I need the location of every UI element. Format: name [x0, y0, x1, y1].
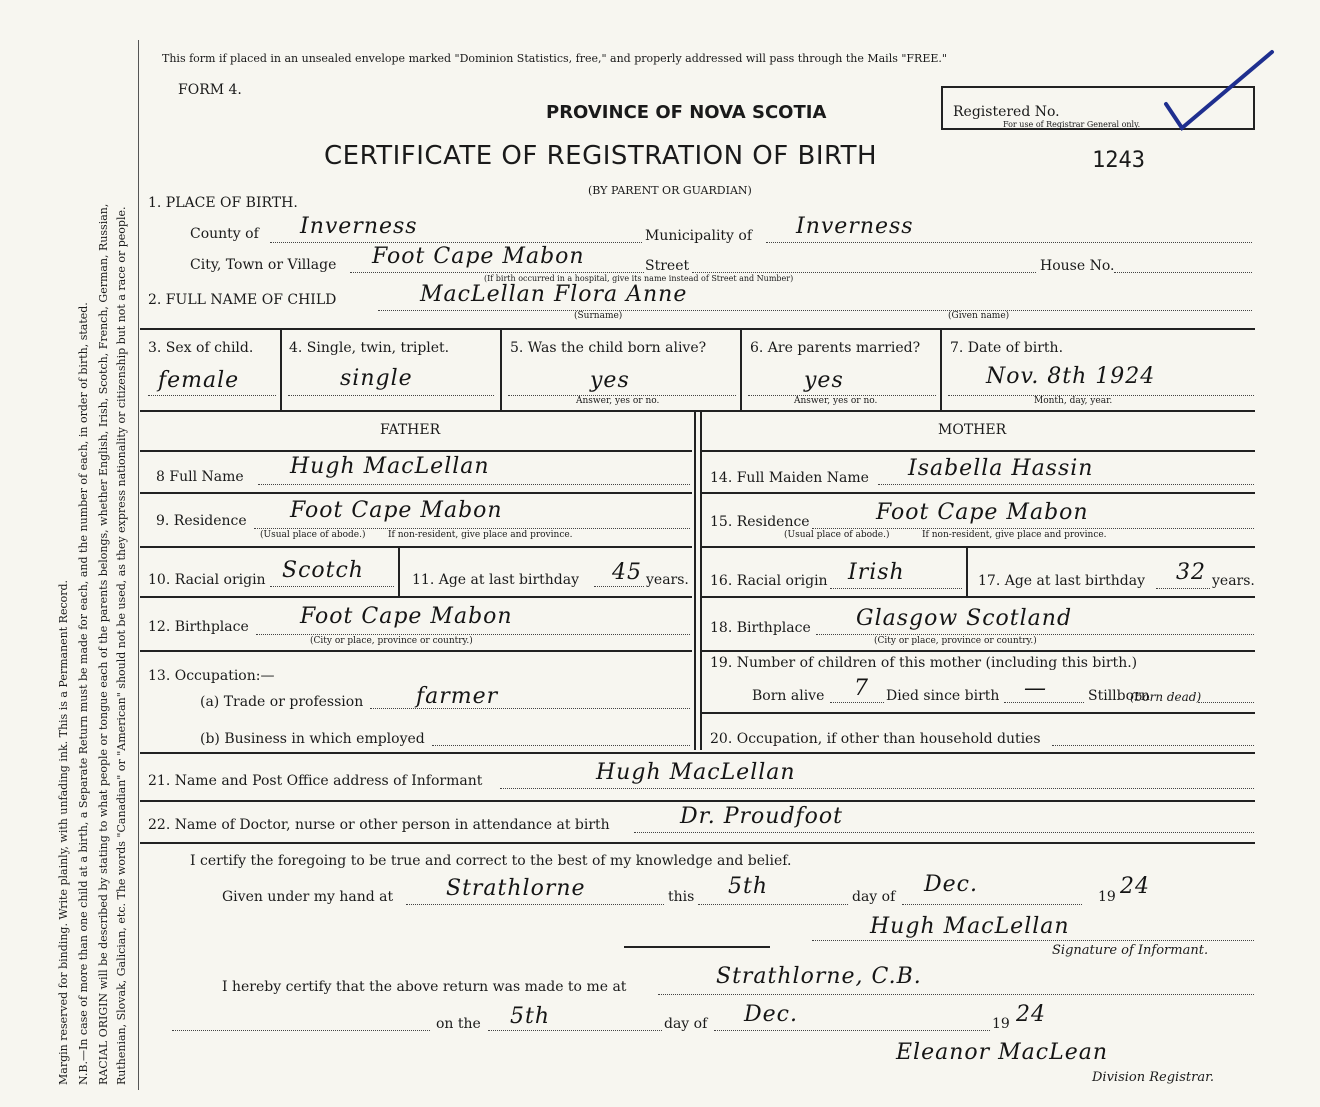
father-residence-label: 9. Residence — [156, 513, 247, 529]
non-resident-caption-1: If non-resident, give place and province. — [388, 530, 573, 540]
died-label: Died since birth — [886, 688, 1000, 704]
county-value: Inverness — [300, 214, 418, 239]
certificate-subtitle: (BY PARENT OR GUARDIAN) — [588, 184, 752, 197]
city-label: City, Town or Village — [190, 257, 337, 273]
born-alive-question: 5. Was the child born alive? — [510, 340, 707, 356]
check-mark-icon — [1160, 46, 1280, 136]
side-note-3: RACIAL ORIGIN will be described by stating to what people or tongue each of the parents belongs, whether English, Irish, Scotch, French, German, Russian, — [97, 203, 110, 1085]
father-birthplace-label: 12. Birthplace — [148, 619, 249, 635]
plurality-value: single — [340, 366, 413, 391]
informant-label: 21. Name and Post Office address of Informant — [148, 773, 483, 789]
mother-name-value: Isabella Hassin — [908, 456, 1094, 481]
given-year-prefix: 19 — [1098, 889, 1116, 905]
made-day-value: 5th — [510, 1004, 551, 1029]
given-day-of-label: day of — [852, 889, 896, 905]
doctor-label: 22. Name of Doctor, nurse or other person in attendance at birth — [148, 817, 610, 833]
answer-caption-1: Answer, yes or no. — [576, 396, 660, 406]
on-the-label: on the — [436, 1016, 481, 1032]
mother-birthplace-value: Glasgow Scotland — [856, 606, 1073, 631]
child-name-label: 2. FULL NAME OF CHILD — [148, 292, 337, 308]
given-name-caption: (Given name) — [948, 311, 1010, 321]
given-at-value: Strathlorne — [446, 876, 586, 901]
house-no-label: House No. — [1040, 258, 1115, 274]
registered-label: Registered No. — [953, 104, 1060, 120]
municipality-value: Inverness — [796, 214, 914, 239]
registrar-signature: Eleanor MacLean — [896, 1040, 1109, 1065]
born-alive-label: Born alive — [752, 688, 825, 704]
surname-caption: (Surname) — [574, 311, 623, 321]
informant-signature-caption: Signature of Informant. — [1052, 943, 1209, 958]
mother-racial-value: Irish — [848, 560, 905, 585]
given-day-value: 5th — [728, 874, 769, 899]
married-answer: yes — [804, 368, 844, 393]
mdy-caption: Month, day, year. — [1034, 396, 1113, 406]
form-number: FORM 4. — [178, 82, 242, 98]
province-heading: PROVINCE OF NOVA SCOTIA — [546, 102, 827, 123]
street-label: Street — [645, 258, 690, 274]
registrar-note: For use of Registrar General only. — [1003, 120, 1141, 129]
dob-value: Nov. 8th 1924 — [986, 364, 1156, 389]
born-alive-value: 7 — [854, 676, 869, 701]
trade-value: farmer — [416, 684, 499, 709]
born-dead-caption: (born dead) — [1130, 690, 1202, 704]
certificate-title: CERTIFICATE OF REGISTRATION OF BIRTH — [324, 141, 878, 171]
place-of-birth-heading: 1. PLACE OF BIRTH. — [148, 195, 298, 211]
made-year-value: 24 — [1016, 1002, 1046, 1027]
made-at-value: Strathlorne, C.B. — [716, 964, 922, 989]
father-residence-value: Foot Cape Mabon — [290, 498, 503, 523]
born-alive-answer: yes — [590, 368, 630, 393]
hereby-certify-label: I hereby certify that the above return was made to me at — [222, 979, 627, 995]
father-age-value: 45 — [612, 560, 642, 585]
father-heading: FATHER — [380, 422, 441, 438]
plurality-label: 4. Single, twin, triplet. — [289, 340, 450, 356]
informant-signature: Hugh MacLellan — [870, 914, 1070, 939]
city-province-caption-1: (City or place, province or country.) — [310, 636, 473, 646]
side-note-4: Ruthenian, Slovak, Galician, etc. The words "Canadian" or "American" should not be used, as they express nationality or citizenship but not a race or people. — [115, 206, 128, 1085]
mother-occupation-label: 20. Occupation, if other than household duties — [710, 731, 1041, 747]
county-label: County of — [190, 226, 259, 242]
father-racial-label: 10. Racial origin — [148, 572, 266, 588]
mother-name-label: 14. Full Maiden Name — [710, 470, 869, 486]
side-note-2: N.B.—In case of more than one child at a birth, a Separate Return must be made for each, and the number of each, in order of birth, stated. — [77, 302, 90, 1085]
given-under-label: Given under my hand at — [222, 889, 394, 905]
city-value: Foot Cape Mabon — [372, 244, 585, 269]
father-years-label: years. — [646, 572, 689, 588]
sex-label: 3. Sex of child. — [148, 340, 254, 356]
made-year-prefix: 19 — [992, 1016, 1010, 1032]
trade-label: (a) Trade or profession — [200, 694, 364, 710]
died-value: — — [1024, 676, 1047, 701]
mother-residence-label: 15. Residence — [710, 514, 810, 530]
answer-caption-2: Answer, yes or no. — [794, 396, 878, 406]
children-count-label: 19. Number of children of this mother (including this birth.) — [710, 655, 1138, 671]
hospital-note: (If birth occurred in a hospital, give its name instead of Street and Number) — [484, 274, 794, 283]
mail-notice: This form if placed in an unsealed envelope marked "Dominion Statistics, free," and properly addressed will pass through the Mails "FREE." — [162, 52, 947, 65]
made-month-value: Dec. — [744, 1002, 798, 1027]
stillborn-label: Stillborn — [1088, 688, 1150, 704]
mother-birthplace-label: 18. Birthplace — [710, 620, 811, 636]
mother-racial-label: 16. Racial origin — [710, 573, 828, 589]
father-name-value: Hugh MacLellan — [290, 454, 490, 479]
father-age-label: 11. Age at last birthday — [412, 572, 580, 588]
made-day-of-label: day of — [664, 1016, 708, 1032]
mother-heading: MOTHER — [938, 422, 1007, 438]
given-month-value: Dec. — [924, 872, 978, 897]
division-registrar-caption: Division Registrar. — [1092, 1070, 1214, 1085]
father-racial-value: Scotch — [282, 558, 364, 583]
usual-abode-caption-2: (Usual place of abode.) — [784, 530, 890, 540]
stamp-number: 1243 — [1092, 148, 1145, 173]
occupation-label: 13. Occupation:— — [148, 668, 275, 684]
this-label: this — [668, 889, 695, 905]
father-name-label: 8 Full Name — [156, 469, 244, 485]
usual-abode-caption-1: (Usual place of abode.) — [260, 530, 366, 540]
dob-label: 7. Date of birth. — [950, 340, 1064, 356]
mother-residence-value: Foot Cape Mabon — [876, 500, 1089, 525]
city-province-caption-2: (City or place, province or country.) — [874, 636, 1037, 646]
child-name-value: MacLellan Flora Anne — [420, 282, 688, 307]
side-note-1: Margin reserved for binding. Write plainly, with unfading ink. This is a Permanent Record. — [57, 579, 70, 1085]
mother-age-value: 32 — [1176, 560, 1206, 585]
doctor-value: Dr. Proudfoot — [680, 804, 844, 829]
mother-years-label: years. — [1212, 573, 1255, 589]
father-birthplace-value: Foot Cape Mabon — [300, 604, 513, 629]
sex-value: female — [158, 368, 240, 393]
given-year-value: 24 — [1120, 874, 1150, 899]
non-resident-caption-2: If non-resident, give place and province. — [922, 530, 1107, 540]
business-label: (b) Business in which employed — [200, 731, 425, 747]
municipality-label: Municipality of — [645, 228, 753, 244]
certify-statement: I certify the foregoing to be true and correct to the best of my knowledge and belief. — [190, 853, 792, 869]
married-question: 6. Are parents married? — [750, 340, 921, 356]
mother-age-label: 17. Age at last birthday — [978, 573, 1146, 589]
informant-value: Hugh MacLellan — [596, 760, 796, 785]
